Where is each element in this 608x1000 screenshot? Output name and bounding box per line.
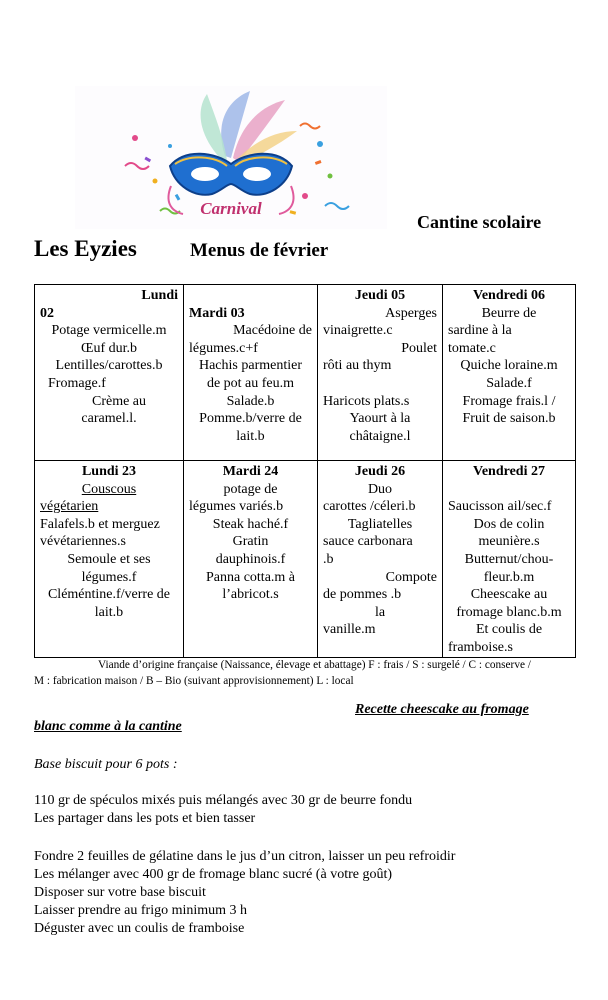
- menu-item: .b: [323, 551, 334, 567]
- logo-text: Carnival: [200, 199, 262, 218]
- day-label: Lundi 23: [81, 464, 137, 479]
- menu-item: framboise.s: [448, 639, 513, 655]
- menu-item: Macédoine de: [233, 323, 312, 339]
- menu-item: de pommes .b: [323, 587, 402, 603]
- menu-item: châtaigne.l: [349, 428, 411, 444]
- cell-vendredi-27: [443, 461, 576, 658]
- recipe-title-continued: blanc comme à la cantine: [34, 719, 182, 734]
- menu-item: Beurre de: [481, 305, 537, 321]
- menu-item: Fruit de saison.b: [462, 411, 556, 427]
- menu-item: Cheescake au: [470, 587, 548, 603]
- recipe-step: 110 gr de spéculos mixés puis mélangés avec 30 gr de beurre fondu: [34, 793, 413, 808]
- day-label: Mardi 24: [222, 464, 279, 479]
- menu-item: Lentilles/carottes.b: [55, 358, 163, 374]
- menu-item: lait.b: [94, 604, 124, 620]
- menu-item: lait.b: [236, 428, 265, 444]
- menu-title: Menus de février: [190, 240, 329, 261]
- day-label: Mardi 03: [189, 305, 245, 321]
- menu-item: fromage blanc.b.m: [456, 604, 562, 620]
- menu-item: Et coulis de: [475, 622, 543, 638]
- menu-item: Quiche loraine.m: [460, 358, 558, 374]
- menu-item: fleur.b.m: [483, 569, 535, 585]
- menu-item: Gratin: [232, 534, 269, 550]
- day-label: Lundi: [141, 288, 178, 303]
- day-label: Jeudi 26: [354, 464, 406, 479]
- recipe-base-heading: Base biscuit pour 6 pots :: [34, 757, 178, 772]
- menu-item: Asperges: [385, 305, 437, 321]
- menu-item: rôti au thym: [323, 358, 392, 374]
- menu-item: sauce carbonara: [323, 534, 413, 550]
- menu-item: dauphinois.f: [215, 551, 286, 567]
- menu-item: Compote: [385, 569, 437, 585]
- menu-item: Saucisson ail/sec.f: [448, 499, 552, 515]
- menu-item: la: [374, 604, 386, 620]
- day-label: Vendredi 27: [473, 464, 545, 479]
- menu-item: Dos de colin: [473, 516, 545, 532]
- menu-item: l’abricot.s: [222, 587, 279, 603]
- menu-item: Œuf dur.b: [81, 340, 137, 356]
- menu-item: Salade.b: [226, 393, 275, 409]
- cantine-heading: Cantine scolaire: [417, 212, 542, 232]
- cell-mardi-03: [184, 285, 318, 461]
- menu-item: Haricots plats.s: [323, 393, 410, 409]
- menu-table: [34, 284, 576, 658]
- menu-item: Yaourt à la: [349, 411, 411, 427]
- cell-vendredi-06: [443, 285, 576, 461]
- menu-item: meunière.s: [478, 534, 540, 550]
- cell-lundi-23: [35, 461, 184, 658]
- recipe-step: Laisser prendre au frigo minimum 3 h: [34, 903, 248, 918]
- recipe-step: Les mélanger avec 400 gr de fromage blanc sucré (à votre goût): [34, 867, 393, 882]
- recipe-step: Déguster avec un coulis de framboise: [34, 921, 245, 936]
- cell-mardi-24: [184, 461, 318, 658]
- recipe-title: Recette cheescake au fromage: [355, 702, 529, 717]
- menu-item: Semoule et ses: [67, 551, 151, 567]
- menu-item: légumes variés.b: [189, 499, 284, 515]
- legend-line-1: Viande d’origine française (Naissance, élevage et abattage) F : frais / S : surgelé / C : conserve /: [98, 659, 531, 671]
- menu-item: Cléméntine.f/verre de: [47, 587, 171, 603]
- week1-row: [35, 285, 576, 461]
- menu-item: légumes.f: [81, 569, 137, 585]
- menu-item: Salade.f: [486, 375, 532, 391]
- menu-item: Poulet: [401, 340, 437, 356]
- recipe-step: Les partager dans les pots et bien tasser: [34, 811, 256, 826]
- cell-jeudi-05: [318, 285, 443, 461]
- menu-item: Pomme.b/verre de: [199, 411, 302, 427]
- menu-item: végétarien: [40, 499, 99, 515]
- menu-item: Panna cotta.m à: [205, 569, 296, 585]
- menu-item: Hachis parmentier: [198, 358, 302, 374]
- menu-item: légumes.c+f: [189, 340, 258, 356]
- menu-item: potage de: [223, 481, 278, 497]
- menu-item: Potage vermicelle.m: [51, 323, 167, 339]
- menu-item: Fromage frais.l /: [462, 393, 556, 409]
- menu-item: vinaigrette.c: [323, 323, 393, 339]
- menu-item: Duo: [367, 481, 393, 497]
- menu-item: Butternut/chou-: [464, 551, 554, 567]
- cell-jeudi-26: [318, 461, 443, 658]
- cell-lundi-02: [35, 285, 184, 461]
- menu-item: sardine à la: [448, 323, 512, 339]
- menu-item: vévétariennes.s: [40, 534, 126, 550]
- day-label: Jeudi 05: [354, 288, 406, 303]
- menu-item: Steak haché.f: [212, 516, 289, 532]
- town-heading: Les Eyzies: [34, 236, 137, 261]
- menu-item: Falafels.b et merguez: [40, 516, 160, 532]
- menu-item: de pot au feu.m: [206, 375, 295, 391]
- recipe-step: Disposer sur votre base biscuit: [34, 885, 206, 900]
- menu-spacer: [323, 375, 437, 393]
- legend: [34, 657, 582, 689]
- menu-item: carottes /céleri.b: [323, 499, 416, 515]
- menu-item: Couscous: [81, 481, 137, 497]
- menu-item: vanille.m: [323, 622, 376, 638]
- carnival-mask-image: [75, 86, 387, 229]
- menu-item: Tagliatelles: [347, 516, 413, 532]
- menu-item: Fromage.f: [48, 375, 106, 391]
- menu-item: tomate.c: [448, 340, 496, 356]
- legend-line-2: M : fabrication maison / B – Bio (suivant approvisionnement) L : local: [34, 675, 354, 687]
- day-date: 02: [40, 305, 54, 321]
- day-label: Vendredi 06: [473, 288, 545, 303]
- menu-item: Crème au: [91, 393, 147, 409]
- recipe-step: Fondre 2 feuilles de gélatine dans le jus d’un citron, laisser un peu refroidir: [34, 849, 456, 864]
- menu-item: caramel.l.: [81, 411, 137, 427]
- week2-row: [35, 461, 576, 658]
